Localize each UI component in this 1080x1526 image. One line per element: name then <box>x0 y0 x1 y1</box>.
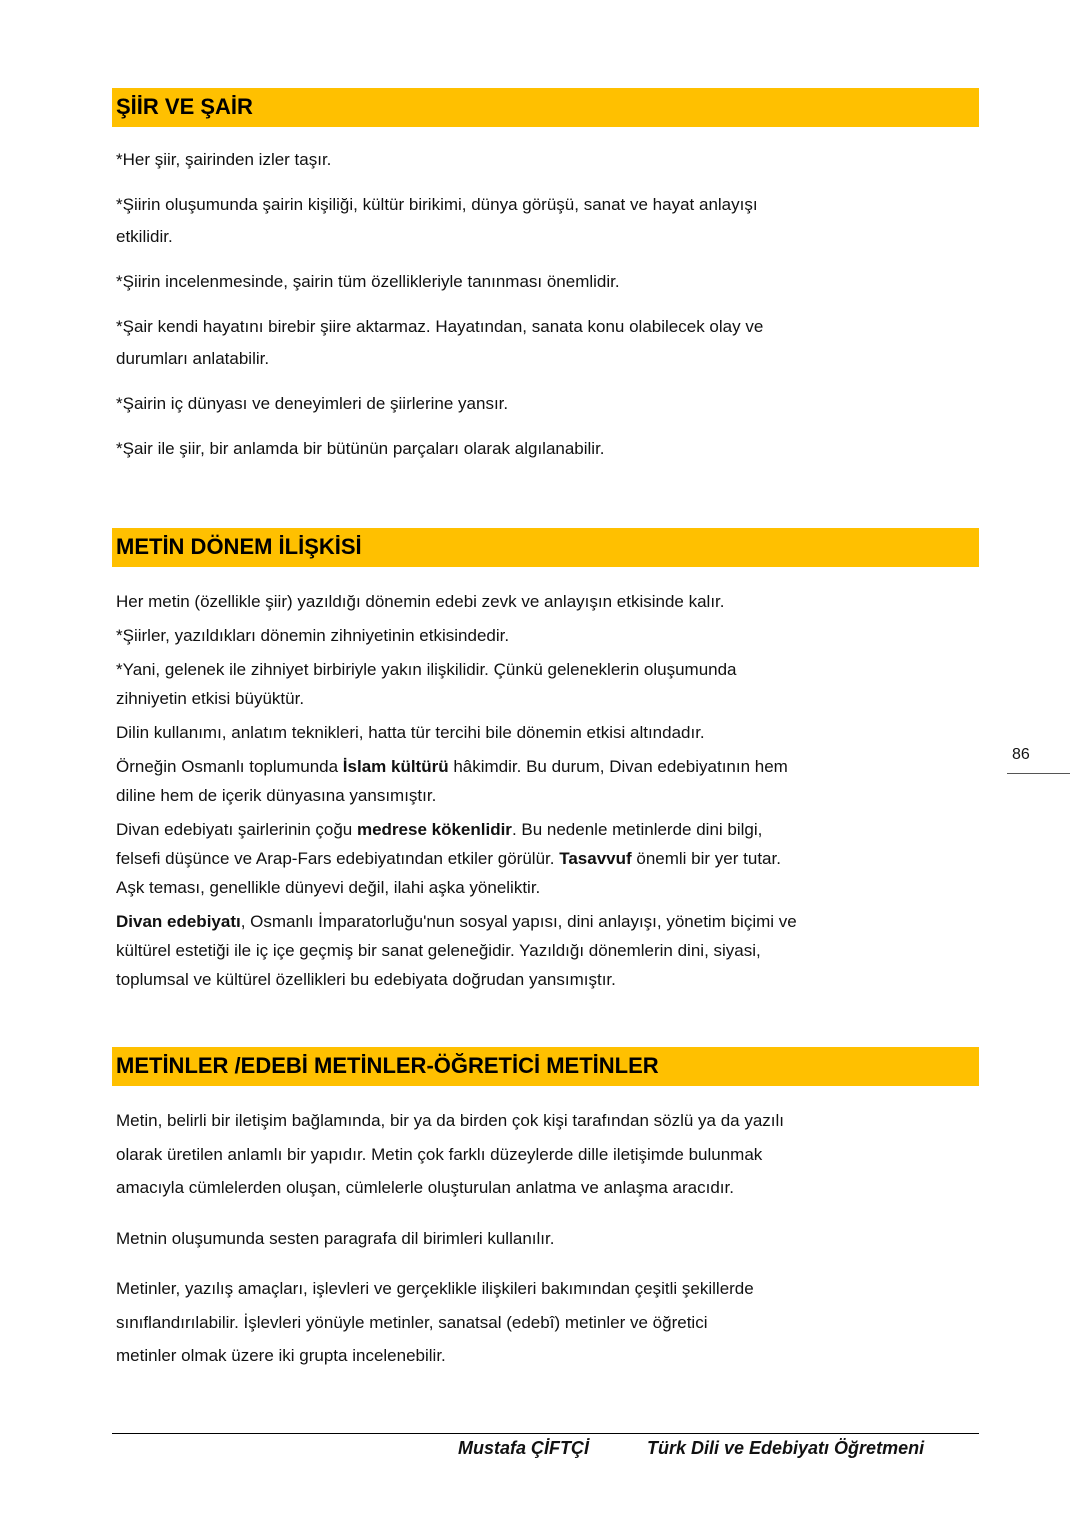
text-line <box>116 189 986 221</box>
text: Aşk teması, genellikle dünyevi değil, ilahi aşka yöneliktir. <box>116 878 541 897</box>
section-heading-metin-donem <box>112 528 979 567</box>
paragraph <box>116 655 986 713</box>
heading-text: ŞİİR VE ŞAİR <box>116 94 253 119</box>
text-line <box>116 144 986 176</box>
paragraph <box>116 907 986 994</box>
text: zihniyetin etkisi büyüktür. <box>116 689 305 708</box>
text-line <box>116 815 986 844</box>
paragraph <box>116 718 986 747</box>
text-line <box>116 844 986 873</box>
paragraph <box>116 433 986 465</box>
text: Divan edebiyatı şairlerinin çoğu <box>116 820 357 839</box>
text: hâkimdir. Bu durum, Divan edebiyatının hem <box>448 757 788 776</box>
text: *Şair kendi hayatını birebir şiire aktarmaz. Hayatından, sanata konu olabilecek olay ve <box>116 317 764 336</box>
paragraph <box>116 266 986 298</box>
bold-text: Divan edebiyatı <box>116 912 241 931</box>
footer-role: Türk Dili ve Edebiyatı Öğretmeni <box>647 1438 925 1458</box>
paragraph <box>116 752 986 810</box>
page-number: 86 <box>1012 746 1030 763</box>
text: diline hem de içerik dünyasına yansımıştır. <box>116 786 437 805</box>
text-line <box>116 1306 986 1340</box>
page-number-rule <box>1007 773 1070 774</box>
paragraph <box>116 815 986 902</box>
text: önemli bir yer tutar. <box>631 849 781 868</box>
section-body <box>116 1104 986 1390</box>
paragraph <box>116 1222 986 1256</box>
text-line <box>116 684 986 713</box>
text-line <box>116 1171 986 1205</box>
text-line <box>116 221 986 253</box>
text: *Şairin iç dünyası ve deneyimleri de şiirlerine yansır. <box>116 394 509 413</box>
text-line <box>116 587 986 616</box>
footer-rule <box>112 1433 979 1434</box>
text-line <box>116 936 986 965</box>
paragraph <box>116 311 986 375</box>
text-line <box>116 781 986 810</box>
text-line <box>116 311 986 343</box>
text: , Osmanlı İmparatorluğu'nun sosyal yapısı, dini anlayışı, yönetim biçimi ve <box>240 912 797 931</box>
text-line <box>116 1272 986 1306</box>
text: *Şair ile şiir, bir anlamda bir bütünün parçaları olarak algılanabilir. <box>116 439 605 458</box>
text: toplumsal ve kültürel özellikleri bu edebiyata doğrudan yansımıştır. <box>116 970 616 989</box>
paragraph <box>116 189 986 253</box>
text: amacıyla cümlelerden oluşan, cümlelerle oluşturulan anlatma ve anlaşma aracıdır. <box>116 1178 734 1197</box>
text-line <box>116 388 986 420</box>
text-line <box>116 1339 986 1373</box>
text-line <box>116 718 986 747</box>
text: *Şiirler, yazıldıkları dönemin zihniyetinin etkisindedir. <box>116 626 510 645</box>
section-heading-metinler <box>112 1047 979 1086</box>
text: *Yani, gelenek ile zihniyet birbiriyle yakın ilişkilidir. Çünkü geleneklerin oluşumunda <box>116 660 737 679</box>
footer-author: Mustafa ÇİFTÇİ <box>458 1438 590 1458</box>
text: *Her şiir, şairinden izler taşır. <box>116 150 332 169</box>
paragraph <box>116 587 986 616</box>
text: . Bu nedenle metinlerde dini bilgi, <box>511 820 763 839</box>
text: Dilin kullanımı, anlatım teknikleri, hatta tür tercihi bile dönemin etkisi altındadır. <box>116 723 705 742</box>
bold-text: İslam kültürü <box>342 757 449 776</box>
text: felsefi düşünce ve Arap-Fars edebiyatından etkiler görülür. <box>116 849 560 868</box>
text: metinler olmak üzere iki grupta incelenebilir. <box>116 1346 446 1365</box>
text: sınıflandırılabilir. İşlevleri yönüyle metinler, sanatsal (edebî) metinler ve öğretici <box>116 1312 708 1332</box>
text-line <box>116 1104 986 1138</box>
text: Metnin oluşumunda sesten paragrafa dil birimleri kullanılır. <box>116 1228 555 1248</box>
text-line <box>116 752 986 781</box>
section-body <box>116 587 986 999</box>
paragraph <box>116 388 986 420</box>
section-body <box>116 144 986 478</box>
paragraph <box>116 1104 986 1205</box>
text: Metinler, yazılış amaçları, işlevleri ve gerçeklikle ilişkileri bakımından çeşitli şekillerde <box>116 1279 754 1298</box>
heading-text: METİNLER /EDEBİ METİNLER-ÖĞRETİCİ METİNLER <box>116 1053 659 1078</box>
paragraph <box>116 621 986 650</box>
text: Örneğin Osmanlı toplumunda <box>116 757 343 776</box>
text: durumları anlatabilir. <box>116 349 270 368</box>
text: Her metin (özellikle şiir) yazıldığı dönemin edebi zevk ve anlayışın etkisinde kalır. <box>116 592 725 611</box>
text-line <box>116 873 986 902</box>
paragraph <box>116 144 986 176</box>
text: *Şiirin incelenmesinde, şairin tüm özellikleriyle tanınması önemlidir. <box>116 272 620 291</box>
bold-text: medrese kökenlidir <box>356 820 512 839</box>
text-line <box>116 266 986 298</box>
text: Metin, belirli bir iletişim bağlamında, bir ya da birden çok kişi tarafından sözlü ya da yazılı <box>116 1111 785 1130</box>
text-line <box>116 655 986 684</box>
text-line <box>116 433 986 465</box>
text: *Şiirin oluşumunda şairin kişiliği, kültür birikimi, dünya görüşü, sanat ve hayat anlayışı <box>116 195 758 214</box>
text: olarak üretilen anlamlı bir yapıdır. Metin çok farklı düzeylerde dille iletişimde bulunmak <box>116 1144 763 1164</box>
text-line <box>116 907 986 936</box>
text: etkilidir. <box>116 227 173 246</box>
text-line <box>116 1222 986 1256</box>
text-line <box>116 343 986 375</box>
text-line <box>116 965 986 994</box>
text: kültürel estetiği ile iç içe geçmiş bir sanat geleneğidir. Yazıldığı dönemlerin dini, siyasi, <box>116 941 761 960</box>
heading-text: METİN DÖNEM İLİŞKİSİ <box>116 534 362 559</box>
text-line <box>116 621 986 650</box>
bold-text: Tasavvuf <box>559 849 632 868</box>
section-heading-siir-ve-sair <box>112 88 979 127</box>
paragraph <box>116 1272 986 1373</box>
text-line <box>116 1138 986 1172</box>
